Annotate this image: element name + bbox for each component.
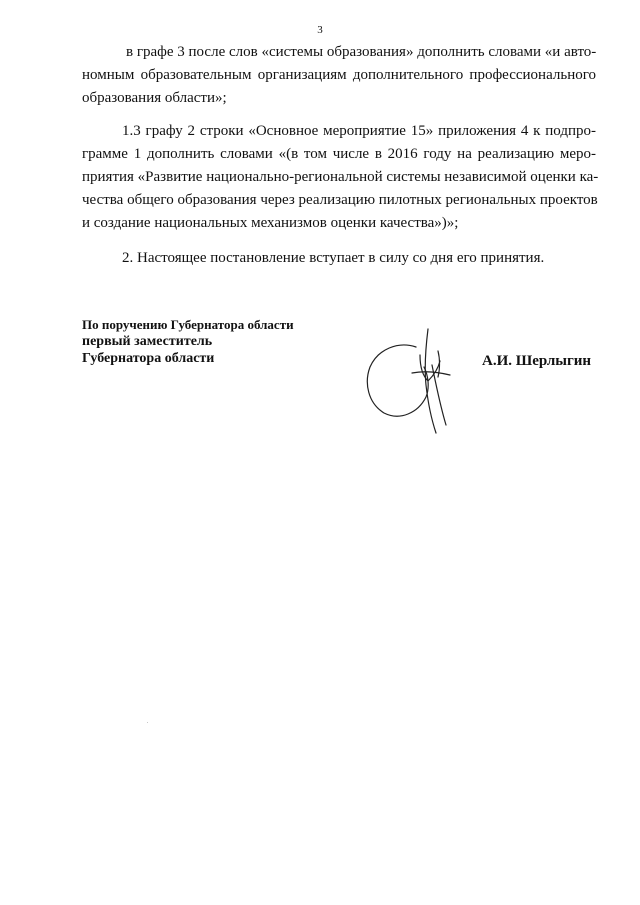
text-line: приятия «Развитие национально-региональной системы независимой оценки ка-	[82, 169, 599, 185]
text-line: номным образовательным организациям дополнительного профессионального	[82, 67, 596, 83]
text-line: 2. Настоящее постановление вступает в силу со дня его принятия.	[122, 250, 545, 266]
signer-name: А.И. Шерлыгин	[482, 353, 592, 369]
paragraph-item-2	[82, 247, 596, 270]
text-line: грамме 1 дополнить словами «(в том числе в 2016 году на реализацию меро-	[82, 146, 596, 162]
signature-block	[82, 316, 294, 367]
text-line: 1.3 графу 2 строки «Основное мероприятие 15» приложения 4 к подпро-	[122, 123, 596, 139]
signer-position-line-1: первый заместитель	[82, 334, 213, 349]
signature-authority-line: По поручению Губернатора области	[82, 317, 294, 332]
page-number: 3	[317, 24, 323, 36]
scan-speck	[147, 722, 148, 723]
paragraph-amendment-column-3	[82, 41, 596, 110]
paragraph-item-1-3	[82, 120, 599, 235]
handwritten-signature	[358, 325, 468, 435]
signer-position-line-2: Губернатора области	[82, 351, 215, 366]
text-line: чества общего образования через реализацию пилотных региональных проектов	[82, 192, 598, 208]
text-line: образования области»;	[82, 90, 227, 106]
text-line: и создание национальных механизмов оценки качества»)»;	[82, 215, 459, 231]
text-line: в графе 3 после слов «системы образования» дополнить словами «и авто-	[126, 44, 597, 60]
